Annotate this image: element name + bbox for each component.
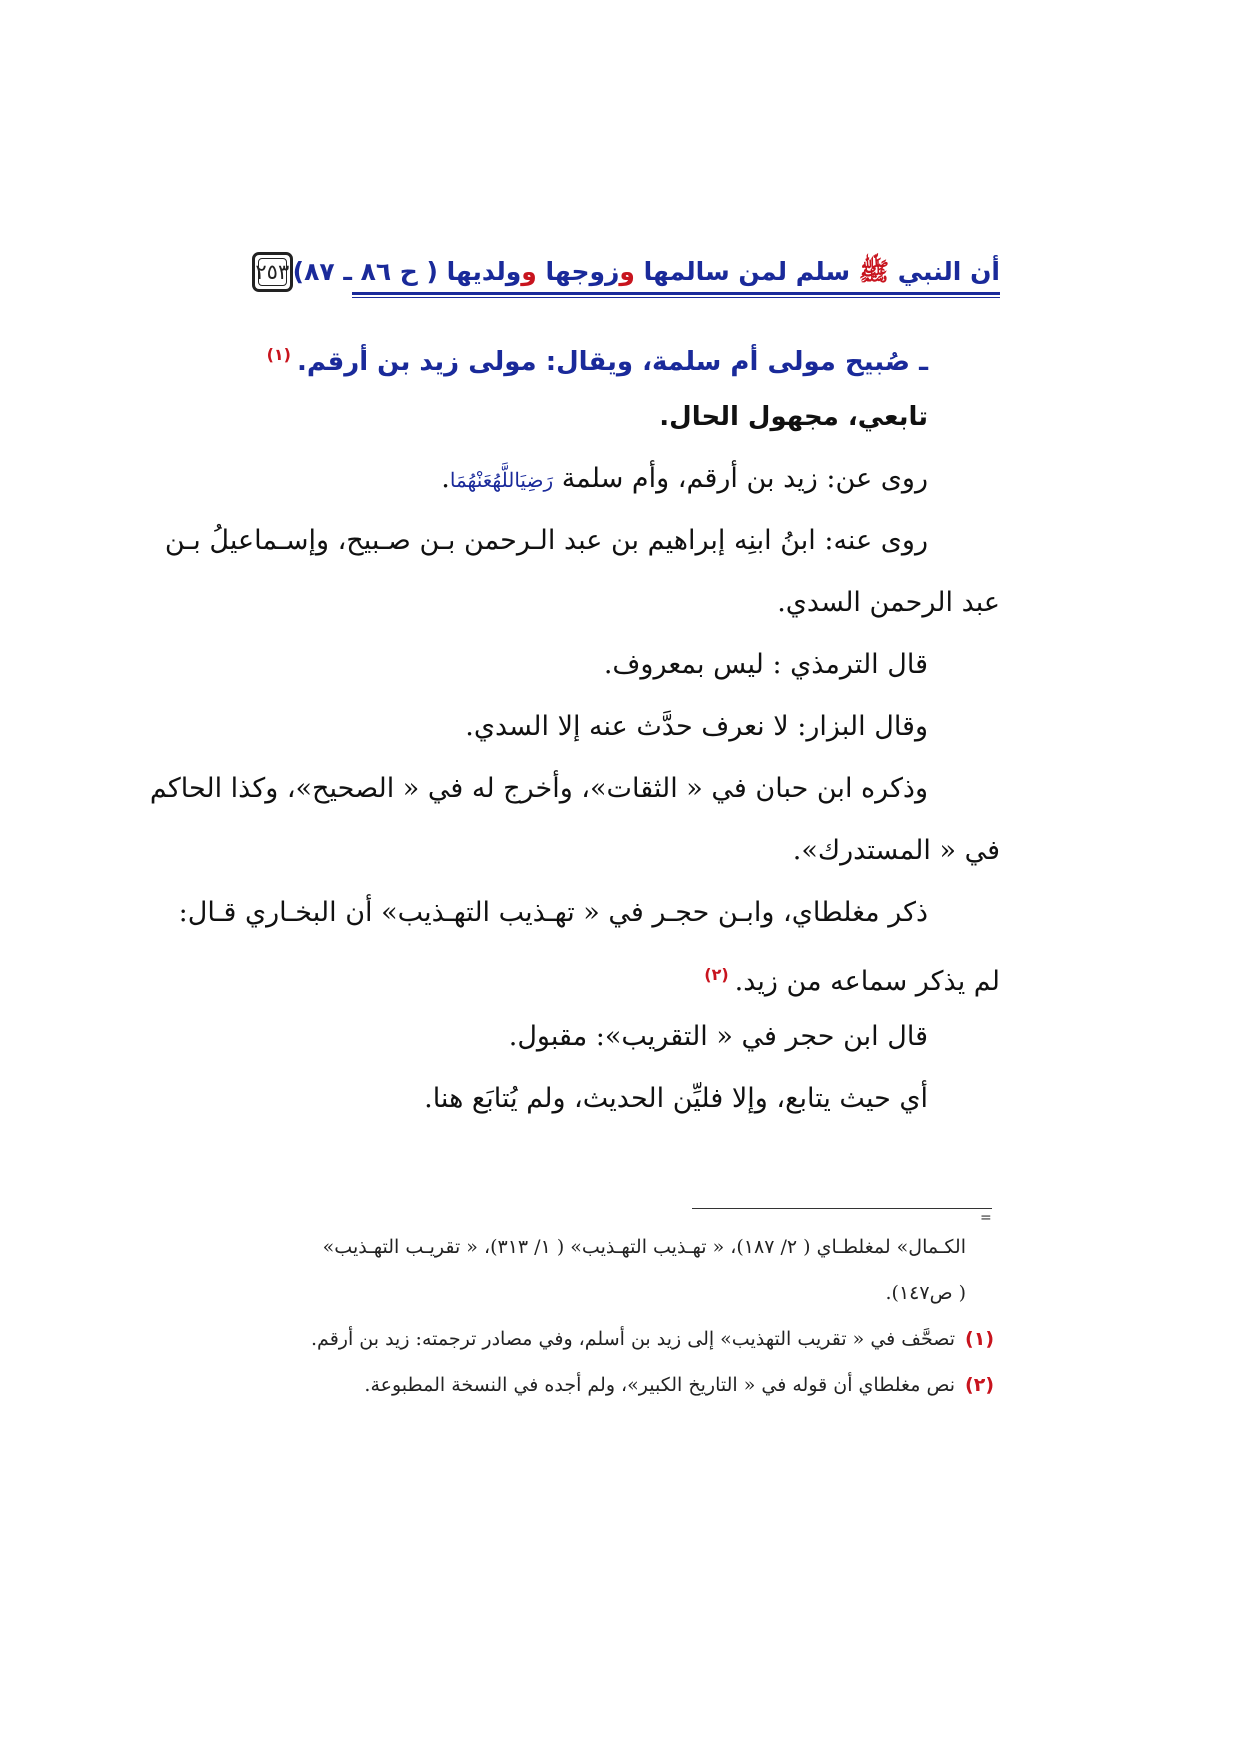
- conclusion: أي حيث يتابع، وإلا فليِّن الحديث، ولم يُتابَع هنا.: [424, 1083, 928, 1114]
- paragraph: [149, 758, 1000, 820]
- narrated-by-cont: عبد الرحمن السدي.: [777, 587, 1000, 618]
- title-segment: زوجها: [536, 257, 620, 286]
- footnote-text: الكـمال» لمغلطـاي ( ٢/ ١٨٧)، « تهـذيب التهـذيب» ( ١/ ٣١٣)، « تقريـب التهـذيب»: [322, 1236, 966, 1258]
- title-conjunction: و: [619, 257, 635, 286]
- footnote-1: [252, 1316, 994, 1362]
- footnote-2: [252, 1362, 994, 1408]
- footnote-text: تصحَّف في « تقريب التهذيب» إلى زيد بن أسلم، وفي مصادر ترجمته: زيد بن أرقم.: [311, 1328, 956, 1350]
- footnote-separator: [692, 1208, 992, 1209]
- narrated-from: روى عن: زيد بن أرقم، وأم سلمة: [553, 463, 928, 494]
- footnote-continuation: [252, 1270, 994, 1316]
- paragraph: [252, 696, 1000, 758]
- tirmidhi-quote: قال الترمذي : ليس بمعروف.: [603, 649, 928, 680]
- footnotes: [252, 1224, 994, 1408]
- mughlatay-cont: لم يذكر سماعه من زيد.: [734, 966, 1000, 997]
- paragraph: [252, 448, 1000, 510]
- footnote-text: ( ص١٤٧).: [885, 1282, 966, 1304]
- taqrib-quote: قال ابن حجر في « التقريب»: مقبول.: [508, 1021, 928, 1052]
- paragraph: [252, 386, 1000, 448]
- paragraph: [178, 882, 1000, 944]
- narrator-name: ـ صُبيح مولى أم سلمة، ويقال: مولى زيد بن أرقم.: [296, 347, 928, 377]
- honorific-glyph: ﷺ: [858, 257, 890, 286]
- paragraph: [252, 634, 1000, 696]
- footnote-ref-1[interactable]: (١): [266, 345, 291, 364]
- footnote-text: نص مغلطاي أن قوله في « التاريخ الكبير»، ولم أجده في النسخة المطبوعة.: [364, 1374, 956, 1396]
- footnote-continuation: [252, 1224, 994, 1270]
- ibn-hibban-mention: وذكره ابن حبان في « الثقات»، وأخرج له في « الصحيح»، وكذا الحاكم: [149, 773, 928, 804]
- header-rule-thin: [352, 297, 1000, 298]
- title-segment: سلم لمن سالمها: [634, 257, 859, 286]
- chapter-title: [293, 252, 1000, 292]
- narrated-by: روى عنه: ابنُ ابنِه إبراهيم بن عبد الـرحمن بـن صـبيح، وإسـماعيلُ بـن: [164, 525, 928, 556]
- paragraph: [252, 1068, 1000, 1130]
- punctuation: .: [441, 463, 450, 494]
- title-segment: أن النبي: [889, 257, 1000, 286]
- narrator-heading: [252, 324, 1000, 386]
- paragraph: [164, 510, 1000, 572]
- running-header: [252, 236, 1000, 292]
- paragraph: [252, 1006, 1000, 1068]
- narrator-status: تابعي، مجهول الحال.: [659, 402, 928, 432]
- ibn-hibban-cont: في « المستدرك».: [792, 835, 1000, 866]
- mughlatay-mention: ذكر مغلطاي، وابـن حجـر في « تهـذيب التهـذيب» أن البخـاري قـال:: [178, 897, 928, 928]
- main-text: [149, 324, 1000, 1130]
- page-number-box: [252, 252, 293, 292]
- paragraph-continuation: [252, 944, 1000, 1006]
- title-conjunction: و: [521, 257, 537, 286]
- paragraph-continuation: [252, 572, 1000, 634]
- honorific-phrase: رَضِيَاللَّهُعَنْهُمَا: [449, 468, 554, 492]
- continuation-mark: =: [980, 1210, 992, 1226]
- page-number: ٢٥٣: [255, 260, 290, 284]
- header-rule-thick: [352, 292, 1000, 295]
- paragraph-continuation: [252, 820, 1000, 882]
- footnote-number: (٢): [965, 1374, 994, 1396]
- title-segment: ولديها ( ح ٨٦ ـ ٨٧): [292, 257, 522, 286]
- footnote-number: (١): [965, 1328, 994, 1350]
- footnote-ref-2[interactable]: (٢): [704, 965, 729, 984]
- bazzar-quote: وقال البزار: لا نعرف حدَّث عنه إلا السدي.: [465, 711, 928, 742]
